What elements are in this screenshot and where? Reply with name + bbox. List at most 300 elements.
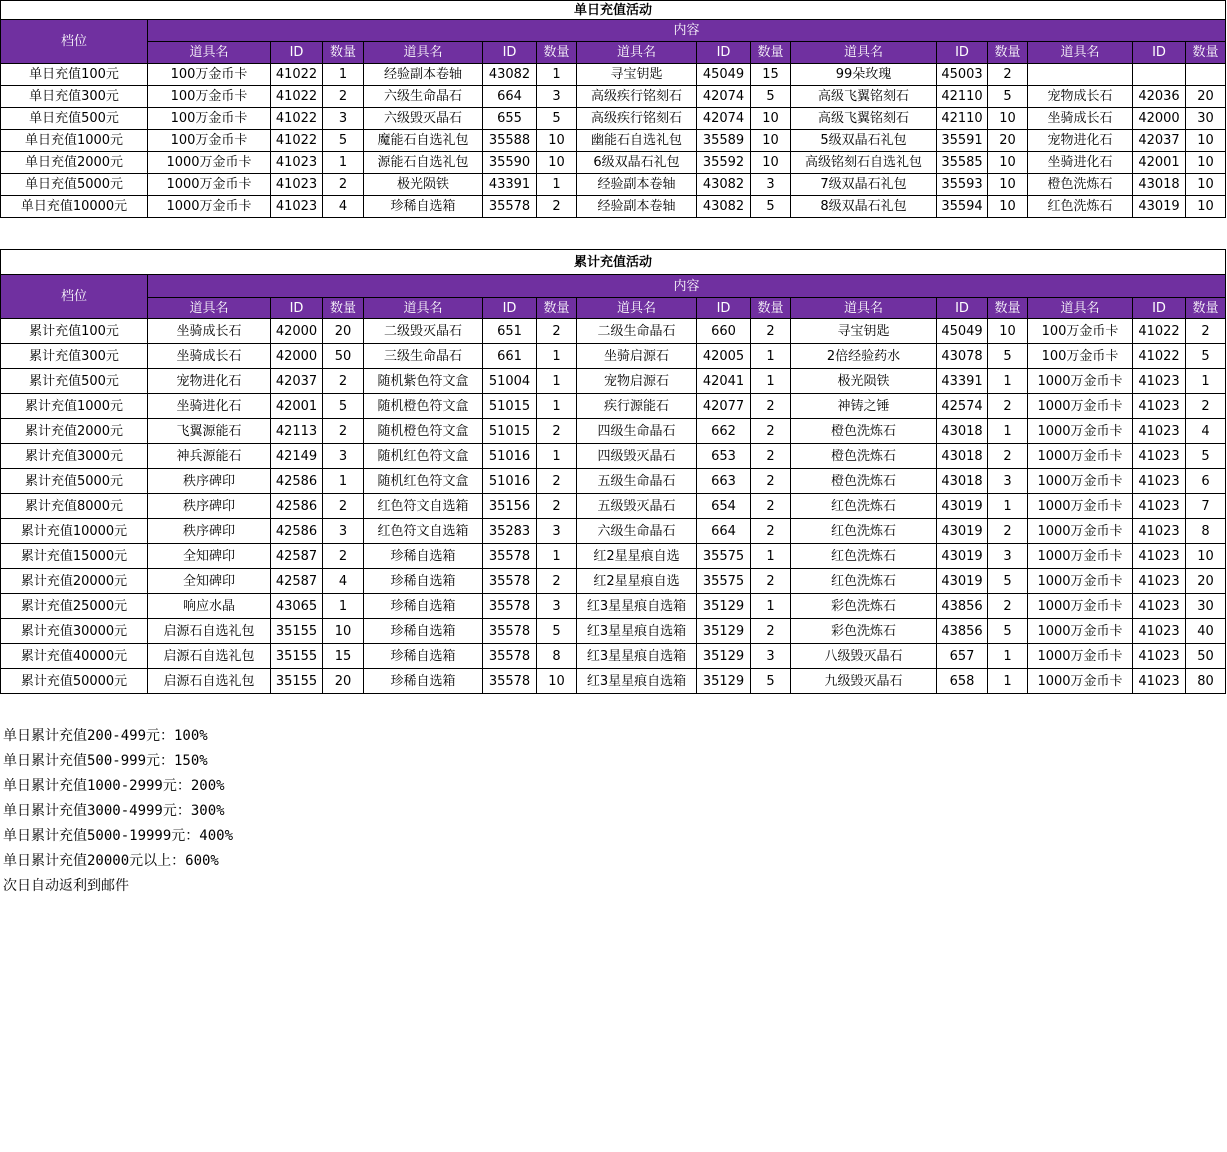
table-cell: 5 bbox=[1186, 344, 1226, 369]
table-cell: 35592 bbox=[697, 152, 751, 174]
table-cell: 寻宝钥匙 bbox=[577, 64, 697, 86]
table-cell: 655 bbox=[483, 108, 537, 130]
table-row bbox=[1, 494, 1226, 519]
table-cell: 1000万金币卡 bbox=[1028, 394, 1133, 419]
title-row bbox=[1, 250, 1226, 275]
title-row bbox=[1, 1, 1226, 20]
content-header: 内容 bbox=[148, 275, 1226, 298]
table-cell: 五级生命晶石 bbox=[577, 469, 697, 494]
table-cell: 2 bbox=[751, 444, 791, 469]
table-cell: 42587 bbox=[271, 569, 323, 594]
table-cell: 红2星星痕自选 bbox=[577, 544, 697, 569]
table-cell: 2 bbox=[323, 544, 364, 569]
table-cell: 红3星星痕自选箱 bbox=[577, 619, 697, 644]
tier-header: 档位 bbox=[1, 275, 148, 319]
table-cell: 8 bbox=[537, 644, 577, 669]
table-cell: 珍稀自选箱 bbox=[364, 569, 483, 594]
table-cell: 红色洗炼石 bbox=[791, 519, 937, 544]
note-line: 单日累计充值200-499元：100% bbox=[3, 728, 208, 744]
table-cell: 1000万金币卡 bbox=[1028, 419, 1133, 444]
table-cell: 珍稀自选箱 bbox=[364, 544, 483, 569]
table-cell: 六级生命晶石 bbox=[577, 519, 697, 544]
table-cell: 5 bbox=[751, 196, 791, 218]
table-cell: 红3星星痕自选箱 bbox=[577, 644, 697, 669]
table-cell: 极光陨铁 bbox=[364, 174, 483, 196]
table-cell: 宠物启源石 bbox=[577, 369, 697, 394]
table-row bbox=[1, 174, 1226, 196]
table-cell: 坐骑成长石 bbox=[148, 344, 271, 369]
table-cell: 653 bbox=[697, 444, 751, 469]
table-cell: 极光陨铁 bbox=[791, 369, 937, 394]
table-cell: 41023 bbox=[271, 174, 323, 196]
table-cell: 41023 bbox=[1133, 469, 1186, 494]
table-cell: 10 bbox=[1186, 544, 1226, 569]
table-cell: 10 bbox=[537, 669, 577, 694]
table-cell: 41023 bbox=[1133, 619, 1186, 644]
tier-cell: 单日充值300元 bbox=[1, 86, 148, 108]
table-cell: 35578 bbox=[483, 594, 537, 619]
table-cell: 寻宝钥匙 bbox=[791, 319, 937, 344]
table-cell: 10 bbox=[537, 130, 577, 152]
table-cell: 高级疾行铭刻石 bbox=[577, 86, 697, 108]
table-cell: 35155 bbox=[271, 619, 323, 644]
table-cell: 1000万金币卡 bbox=[1028, 444, 1133, 469]
table-cell: 秩序碑印 bbox=[148, 494, 271, 519]
column-header: ID bbox=[271, 42, 323, 64]
table-cell: 2 bbox=[751, 419, 791, 444]
rebate-notes bbox=[3, 724, 233, 899]
table-cell: 100万金币卡 bbox=[148, 64, 271, 86]
table-cell: 35129 bbox=[697, 669, 751, 694]
column-header: 道具名 bbox=[791, 298, 937, 319]
table-cell: 3 bbox=[537, 594, 577, 619]
table-cell: 41022 bbox=[271, 86, 323, 108]
table-cell: 2 bbox=[751, 469, 791, 494]
table-cell: 红色符文自选箱 bbox=[364, 494, 483, 519]
tier-cell: 累计充值3000元 bbox=[1, 444, 148, 469]
table-cell: 四级生命晶石 bbox=[577, 419, 697, 444]
table-cell: 45049 bbox=[937, 319, 988, 344]
column-header: 数量 bbox=[537, 298, 577, 319]
table-cell: 35129 bbox=[697, 594, 751, 619]
table-cell: 35575 bbox=[697, 544, 751, 569]
table-cell: 42000 bbox=[1133, 108, 1186, 130]
table-cell: 2倍经验药水 bbox=[791, 344, 937, 369]
column-header-row bbox=[1, 298, 1226, 319]
table-cell: 2 bbox=[1186, 394, 1226, 419]
table-cell: 100万金币卡 bbox=[1028, 344, 1133, 369]
column-header: ID bbox=[271, 298, 323, 319]
table-cell: 6 bbox=[1186, 469, 1226, 494]
table-row bbox=[1, 469, 1226, 494]
table-cell: 1 bbox=[537, 444, 577, 469]
tier-cell: 累计充值500元 bbox=[1, 369, 148, 394]
table-cell: 3 bbox=[537, 86, 577, 108]
table-cell: 100万金币卡 bbox=[148, 108, 271, 130]
table-cell: 10 bbox=[988, 152, 1028, 174]
table-cell: 2 bbox=[751, 519, 791, 544]
table-cell: 10 bbox=[751, 108, 791, 130]
table-cell: 2 bbox=[988, 394, 1028, 419]
table-cell: 10 bbox=[988, 108, 1028, 130]
table-cell: 5 bbox=[323, 394, 364, 419]
table-cell: 42586 bbox=[271, 469, 323, 494]
table-cell: 高级飞翼铭刻石 bbox=[791, 86, 937, 108]
content-header: 内容 bbox=[148, 20, 1226, 42]
table-cell: 662 bbox=[697, 419, 751, 444]
column-header: 道具名 bbox=[577, 298, 697, 319]
table-cell: 41023 bbox=[1133, 419, 1186, 444]
table-cell: 1000万金币卡 bbox=[1028, 594, 1133, 619]
table-cell: 43065 bbox=[271, 594, 323, 619]
tier-cell: 单日充值500元 bbox=[1, 108, 148, 130]
table-cell: 43019 bbox=[1133, 196, 1186, 218]
table-cell: 10 bbox=[1186, 196, 1226, 218]
table-cell: 35591 bbox=[937, 130, 988, 152]
table-cell: 664 bbox=[483, 86, 537, 108]
table-cell: 2 bbox=[323, 369, 364, 394]
table-cell: 1 bbox=[751, 369, 791, 394]
table-cell: 启源石自选礼包 bbox=[148, 619, 271, 644]
table-cell: 43082 bbox=[697, 196, 751, 218]
column-header: 道具名 bbox=[364, 42, 483, 64]
table-cell: 橙色洗炼石 bbox=[1028, 174, 1133, 196]
column-header: 数量 bbox=[1186, 298, 1226, 319]
table-cell: 5 bbox=[988, 86, 1028, 108]
table-cell: 42000 bbox=[271, 344, 323, 369]
table-cell: 秩序碑印 bbox=[148, 469, 271, 494]
table-cell: 5 bbox=[988, 569, 1028, 594]
tier-cell: 累计充值50000元 bbox=[1, 669, 148, 694]
column-header: 数量 bbox=[323, 298, 364, 319]
table-row bbox=[1, 519, 1226, 544]
table-cell: 660 bbox=[697, 319, 751, 344]
table-cell: 7 bbox=[1186, 494, 1226, 519]
table-cell: 5 bbox=[537, 108, 577, 130]
table-cell: 10 bbox=[1186, 174, 1226, 196]
tier-cell: 累计充值10000元 bbox=[1, 519, 148, 544]
table-cell: 3 bbox=[751, 644, 791, 669]
column-header: ID bbox=[483, 42, 537, 64]
column-header: 数量 bbox=[323, 42, 364, 64]
table-cell: 1000万金币卡 bbox=[1028, 544, 1133, 569]
table-cell: 42037 bbox=[1133, 130, 1186, 152]
table-cell: 41023 bbox=[1133, 369, 1186, 394]
table-cell: 经验副本卷轴 bbox=[577, 174, 697, 196]
table-cell: 1000万金币卡 bbox=[1028, 669, 1133, 694]
table-cell: 35155 bbox=[271, 669, 323, 694]
table-cell: 35129 bbox=[697, 619, 751, 644]
table-cell: 654 bbox=[697, 494, 751, 519]
table-cell: 41022 bbox=[1133, 344, 1186, 369]
table-row bbox=[1, 669, 1226, 694]
table-cell: 坐骑进化石 bbox=[148, 394, 271, 419]
table-cell: 4 bbox=[323, 569, 364, 594]
tier-cell: 累计充值8000元 bbox=[1, 494, 148, 519]
table-row bbox=[1, 196, 1226, 218]
table-cell: 20 bbox=[323, 669, 364, 694]
table-cell: 1 bbox=[751, 344, 791, 369]
table-cell: 41022 bbox=[271, 64, 323, 86]
table-cell: 随机红色符文盒 bbox=[364, 444, 483, 469]
table-cell bbox=[1028, 64, 1133, 86]
tier-cell: 累计充值1000元 bbox=[1, 394, 148, 419]
table-cell: 35156 bbox=[483, 494, 537, 519]
table-cell: 1000万金币卡 bbox=[1028, 569, 1133, 594]
table-cell: 2 bbox=[988, 594, 1028, 619]
tier-cell: 累计充值5000元 bbox=[1, 469, 148, 494]
table-cell: 经验副本卷轴 bbox=[577, 196, 697, 218]
table-cell: 启源石自选礼包 bbox=[148, 644, 271, 669]
table-cell: 经验副本卷轴 bbox=[364, 64, 483, 86]
table-cell: 橙色洗炼石 bbox=[791, 419, 937, 444]
table-cell: 41023 bbox=[1133, 519, 1186, 544]
table-cell: 5 bbox=[988, 344, 1028, 369]
table-cell: 2 bbox=[537, 419, 577, 444]
column-header: 道具名 bbox=[577, 42, 697, 64]
table-cell: 2 bbox=[751, 619, 791, 644]
column-header: 数量 bbox=[751, 298, 791, 319]
table-row bbox=[1, 108, 1226, 130]
table-cell: 5 bbox=[323, 130, 364, 152]
table-cell: 41022 bbox=[271, 130, 323, 152]
table-cell: 2 bbox=[537, 196, 577, 218]
table-cell: 42037 bbox=[271, 369, 323, 394]
table-cell: 35593 bbox=[937, 174, 988, 196]
table-cell: 1000万金币卡 bbox=[1028, 619, 1133, 644]
table-cell: 41023 bbox=[271, 196, 323, 218]
table-cell: 随机紫色符文盒 bbox=[364, 369, 483, 394]
table-cell: 43019 bbox=[937, 544, 988, 569]
table-cell: 2 bbox=[751, 569, 791, 594]
table-cell: 珍稀自选箱 bbox=[364, 644, 483, 669]
table-cell: 2 bbox=[323, 494, 364, 519]
table-cell: 1000万金币卡 bbox=[1028, 494, 1133, 519]
table-cell: 珍稀自选箱 bbox=[364, 619, 483, 644]
table-cell: 35578 bbox=[483, 196, 537, 218]
table-cell: 35578 bbox=[483, 619, 537, 644]
table-cell: 42110 bbox=[937, 86, 988, 108]
table-cell: 2 bbox=[988, 64, 1028, 86]
table-cell: 1000万金币卡 bbox=[1028, 469, 1133, 494]
table-cell: 43391 bbox=[483, 174, 537, 196]
table-cell: 42005 bbox=[697, 344, 751, 369]
table-cell: 宠物进化石 bbox=[148, 369, 271, 394]
table-cell: 35589 bbox=[697, 130, 751, 152]
table-cell: 魔能石自选礼包 bbox=[364, 130, 483, 152]
table-row bbox=[1, 152, 1226, 174]
table-cell: 35578 bbox=[483, 544, 537, 569]
table-cell: 30 bbox=[1186, 108, 1226, 130]
table-cell: 2 bbox=[1186, 319, 1226, 344]
table-cell: 1 bbox=[323, 152, 364, 174]
tier-cell: 累计充值25000元 bbox=[1, 594, 148, 619]
table-cell: 41023 bbox=[1133, 544, 1186, 569]
table-cell: 2 bbox=[537, 494, 577, 519]
table-cell: 坐骑启源石 bbox=[577, 344, 697, 369]
table-row bbox=[1, 319, 1226, 344]
table-cell: 坐骑进化石 bbox=[1028, 152, 1133, 174]
table-cell: 8 bbox=[1186, 519, 1226, 544]
column-header: ID bbox=[697, 298, 751, 319]
table-cell: 80 bbox=[1186, 669, 1226, 694]
table-cell: 42586 bbox=[271, 519, 323, 544]
table-cell: 红色洗炼石 bbox=[791, 544, 937, 569]
tier-cell: 单日充值1000元 bbox=[1, 130, 148, 152]
table-title: 累计充值活动 bbox=[1, 250, 1226, 275]
table-cell: 1 bbox=[751, 594, 791, 619]
column-header: 数量 bbox=[988, 298, 1028, 319]
table-cell: 坐骑成长石 bbox=[1028, 108, 1133, 130]
table-cell: 35578 bbox=[483, 669, 537, 694]
table-cell: 30 bbox=[1186, 594, 1226, 619]
table-cell: 42149 bbox=[271, 444, 323, 469]
table-cell: 10 bbox=[751, 130, 791, 152]
table-row bbox=[1, 594, 1226, 619]
table-cell: 41022 bbox=[1133, 319, 1186, 344]
table-cell: 3 bbox=[751, 174, 791, 196]
tier-cell: 累计充值2000元 bbox=[1, 419, 148, 444]
table-cell: 高级飞翼铭刻石 bbox=[791, 108, 937, 130]
table-cell: 1 bbox=[537, 64, 577, 86]
table-cell: 10 bbox=[1186, 130, 1226, 152]
table-cell: 20 bbox=[1186, 86, 1226, 108]
table-cell: 八级毁灭晶石 bbox=[791, 644, 937, 669]
table-cell: 43019 bbox=[937, 569, 988, 594]
column-header: 道具名 bbox=[364, 298, 483, 319]
table-cell: 1 bbox=[537, 174, 577, 196]
table-cell: 43082 bbox=[483, 64, 537, 86]
table-cell: 神兵源能石 bbox=[148, 444, 271, 469]
table-cell: 1 bbox=[988, 369, 1028, 394]
table-cell: 42000 bbox=[271, 319, 323, 344]
table-cell: 35578 bbox=[483, 644, 537, 669]
table-cell: 10 bbox=[323, 619, 364, 644]
tier-cell: 累计充值20000元 bbox=[1, 569, 148, 594]
note-line: 单日累计充值500-999元：150% bbox=[3, 753, 208, 769]
table-cell: 41023 bbox=[1133, 494, 1186, 519]
table-cell: 坐骑成长石 bbox=[148, 319, 271, 344]
table-cell: 5 bbox=[1186, 444, 1226, 469]
table-cell: 20 bbox=[1186, 569, 1226, 594]
table-cell: 35155 bbox=[271, 644, 323, 669]
table-cell: 41023 bbox=[1133, 669, 1186, 694]
table-cell: 随机红色符文盒 bbox=[364, 469, 483, 494]
table-cell: 35585 bbox=[937, 152, 988, 174]
table-row bbox=[1, 544, 1226, 569]
note-line: 单日累计充值5000-19999元：400% bbox=[3, 828, 234, 844]
table-cell: 宠物进化石 bbox=[1028, 130, 1133, 152]
table-cell: 42074 bbox=[697, 86, 751, 108]
table-cell: 二级生命晶石 bbox=[577, 319, 697, 344]
table-cell: 35283 bbox=[483, 519, 537, 544]
column-header: 道具名 bbox=[148, 42, 271, 64]
table-cell: 2 bbox=[751, 319, 791, 344]
table-cell: 41023 bbox=[1133, 394, 1186, 419]
column-header: 数量 bbox=[537, 42, 577, 64]
table-cell: 42586 bbox=[271, 494, 323, 519]
table-cell: 4 bbox=[1186, 419, 1226, 444]
table-cell: 42113 bbox=[271, 419, 323, 444]
table-cell: 2 bbox=[751, 494, 791, 519]
table-cell: 42574 bbox=[937, 394, 988, 419]
tier-cell: 单日充值100元 bbox=[1, 64, 148, 86]
table-cell bbox=[1133, 64, 1186, 86]
table-cell: 35578 bbox=[483, 569, 537, 594]
table-cell: 657 bbox=[937, 644, 988, 669]
table-cell: 5 bbox=[988, 619, 1028, 644]
table-cell: 664 bbox=[697, 519, 751, 544]
column-header: 道具名 bbox=[1028, 42, 1133, 64]
table-cell: 7级双晶石礼包 bbox=[791, 174, 937, 196]
tier-cell: 累计充值30000元 bbox=[1, 619, 148, 644]
tier-cell: 单日充值10000元 bbox=[1, 196, 148, 218]
table-cell: 15 bbox=[751, 64, 791, 86]
table-cell: 珍稀自选箱 bbox=[364, 196, 483, 218]
column-header: 数量 bbox=[751, 42, 791, 64]
table-row bbox=[1, 64, 1226, 86]
table-cell: 2 bbox=[537, 469, 577, 494]
table-cell: 43078 bbox=[937, 344, 988, 369]
table-cell: 50 bbox=[1186, 644, 1226, 669]
table-cell: 43856 bbox=[937, 619, 988, 644]
table-cell: 1 bbox=[537, 544, 577, 569]
table-cell: 51016 bbox=[483, 469, 537, 494]
table-cell: 2 bbox=[988, 444, 1028, 469]
table-cell: 红2星星痕自选 bbox=[577, 569, 697, 594]
table-cell: 红3星星痕自选箱 bbox=[577, 669, 697, 694]
table-cell: 1 bbox=[537, 369, 577, 394]
table-row bbox=[1, 419, 1226, 444]
column-header: 道具名 bbox=[1028, 298, 1133, 319]
column-header: 道具名 bbox=[148, 298, 271, 319]
table-cell: 10 bbox=[751, 152, 791, 174]
table-cell: 全知碑印 bbox=[148, 569, 271, 594]
table-cell: 五级毁灭晶石 bbox=[577, 494, 697, 519]
table-cell: 3 bbox=[988, 544, 1028, 569]
table-title: 单日充值活动 bbox=[1, 1, 1226, 20]
table-cell: 99朵玫瑰 bbox=[791, 64, 937, 86]
table-cell: 3 bbox=[537, 519, 577, 544]
table-cell: 1 bbox=[988, 419, 1028, 444]
table-cell: 35594 bbox=[937, 196, 988, 218]
table-cell: 43019 bbox=[937, 494, 988, 519]
table-cell: 2 bbox=[988, 519, 1028, 544]
table-cell: 51015 bbox=[483, 394, 537, 419]
table-row bbox=[1, 619, 1226, 644]
table-cell: 1 bbox=[537, 344, 577, 369]
table-cell: 1000万金币卡 bbox=[1028, 519, 1133, 544]
table-cell: 43391 bbox=[937, 369, 988, 394]
column-header: ID bbox=[697, 42, 751, 64]
table-cell: 5级双晶石礼包 bbox=[791, 130, 937, 152]
table-cell: 六级毁灭晶石 bbox=[364, 108, 483, 130]
table-cell: 35575 bbox=[697, 569, 751, 594]
table-row bbox=[1, 569, 1226, 594]
column-header: ID bbox=[483, 298, 537, 319]
table-cell: 50 bbox=[323, 344, 364, 369]
table-cell: 1000万金币卡 bbox=[148, 152, 271, 174]
table-cell: 珍稀自选箱 bbox=[364, 669, 483, 694]
table-cell: 41023 bbox=[1133, 444, 1186, 469]
table-cell: 全知碑印 bbox=[148, 544, 271, 569]
table-cell: 2 bbox=[751, 394, 791, 419]
table-cell: 1000万金币卡 bbox=[148, 174, 271, 196]
table-cell: 4 bbox=[323, 196, 364, 218]
table-cell: 42041 bbox=[697, 369, 751, 394]
note-line: 单日累计充值20000元以上：600% bbox=[3, 853, 219, 869]
table-cell: 橙色洗炼石 bbox=[791, 444, 937, 469]
